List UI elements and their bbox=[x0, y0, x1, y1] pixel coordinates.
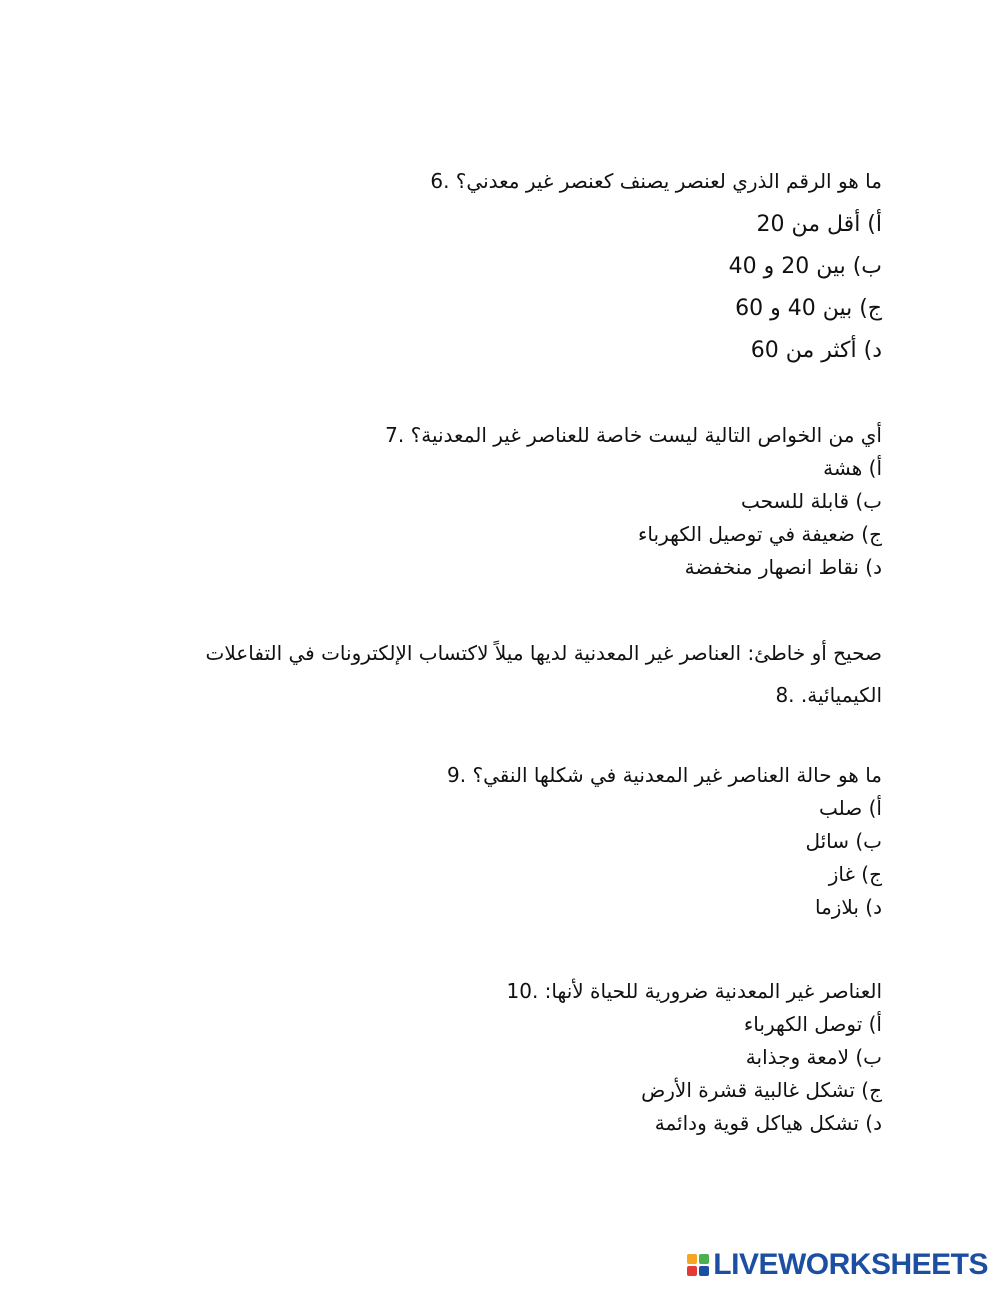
question-7-option-b[interactable]: ب) قابلة للسحب bbox=[740, 489, 882, 513]
question-9-option-c[interactable]: ج) غاز bbox=[828, 862, 882, 886]
question-9-option-d[interactable]: د) بلازما bbox=[814, 895, 882, 919]
logo-square-4 bbox=[699, 1266, 709, 1276]
liveworksheets-logo bbox=[687, 1248, 988, 1282]
question-10-option-c[interactable]: ج) تشكل غالبية قشرة الأرض bbox=[641, 1078, 882, 1102]
question-10-option-d[interactable]: د) تشكل هياكل قوية ودائمة bbox=[654, 1111, 882, 1135]
question-10-stem: العناصر غير المعدنية ضرورية للحياة لأنها: bbox=[544, 979, 882, 1003]
question-7-stem: أي من الخواص التالية ليست خاصة للعناصر غير المعدنية؟ bbox=[410, 423, 882, 447]
question-7-option-a[interactable]: أ) هشة bbox=[823, 456, 882, 480]
question-7-number: 7. bbox=[385, 423, 405, 447]
question-8-text bbox=[122, 632, 882, 716]
question-6-option-a[interactable]: أ) أقل من 20 bbox=[756, 212, 882, 237]
question-10-option-a[interactable]: أ) توصل الكهرباء bbox=[743, 1012, 882, 1036]
question-7-option-c[interactable]: ج) ضعيفة في توصيل الكهرباء bbox=[638, 522, 882, 546]
question-8-stem: صحيح أو خاطئ: العناصر غير المعدنية لديها ميلاً لاكتساب الإلكترونات في التفاعلات الكيميائية. bbox=[205, 641, 882, 707]
question-9 bbox=[122, 760, 882, 924]
question-6-text bbox=[122, 166, 882, 196]
question-9-number: 9. bbox=[447, 763, 467, 787]
question-6-options bbox=[122, 204, 882, 372]
question-7-options bbox=[122, 452, 882, 584]
question-7-option-d[interactable]: د) نقاط انصهار منخفضة bbox=[684, 555, 882, 579]
logo-square-1 bbox=[687, 1254, 697, 1264]
question-6-option-b[interactable]: ب) بين 20 و 40 bbox=[728, 254, 882, 279]
question-9-stem: ما هو حالة العناصر غير المعدنية في شكلها النقي؟ bbox=[472, 763, 882, 787]
question-9-options bbox=[122, 792, 882, 924]
question-6-stem: ما هو الرقم الذري لعنصر يصنف كعنصر غير معدني؟ bbox=[455, 169, 882, 193]
question-10-number: 10. bbox=[506, 979, 539, 1003]
liveworksheets-logo-icon bbox=[687, 1254, 709, 1276]
question-10-options bbox=[122, 1008, 882, 1140]
question-8-number: 8. bbox=[775, 683, 795, 707]
question-9-text bbox=[122, 760, 882, 790]
question-10 bbox=[122, 976, 882, 1140]
question-7 bbox=[122, 420, 882, 584]
question-6 bbox=[122, 166, 882, 372]
question-10-option-b[interactable]: ب) لامعة وجذابة bbox=[745, 1045, 882, 1069]
logo-square-3 bbox=[687, 1266, 697, 1276]
liveworksheets-logo-text: LIVEWORKSHEETS bbox=[713, 1248, 988, 1281]
question-9-option-a[interactable]: أ) صلب bbox=[819, 796, 882, 820]
question-8 bbox=[122, 632, 882, 716]
question-9-option-b[interactable]: ب) سائل bbox=[805, 829, 882, 853]
question-6-option-d[interactable]: د) أكثر من 60 bbox=[750, 338, 882, 363]
question-7-text bbox=[122, 420, 882, 450]
question-6-option-c[interactable]: ج) بين 40 و 60 bbox=[735, 296, 882, 321]
logo-square-2 bbox=[699, 1254, 709, 1264]
question-10-text bbox=[122, 976, 882, 1006]
question-6-number: 6. bbox=[430, 169, 450, 193]
